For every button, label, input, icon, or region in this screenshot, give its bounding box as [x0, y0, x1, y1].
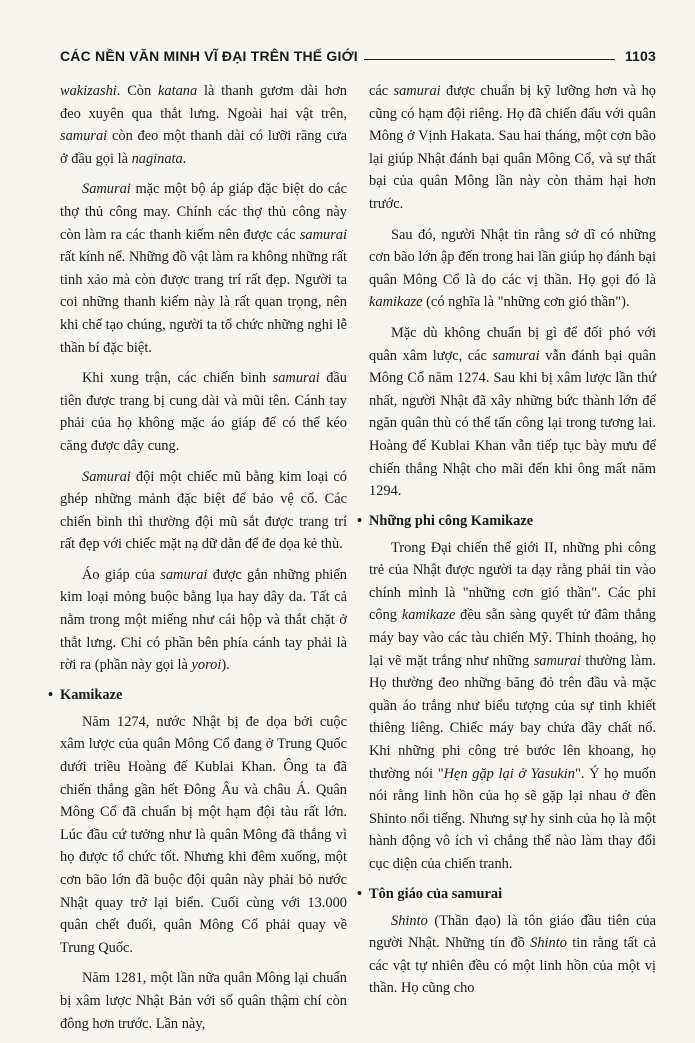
text-run: đầu tiên được trang bị cung dài và mũi tên. Cánh tay phải của họ không mặc áo giáp để có thể kéo căng được dây cung. [60, 370, 347, 454]
text-run: còn đeo một thanh dài có lưỡi răng cưa ở đầu gọi là [60, 128, 347, 167]
italic-term: samurai [160, 566, 208, 583]
text-run: đều sẵn sàng quyết tử đâm thẳng máy bay vào các tàu chiến Mỹ. Thỉnh thoảng, họ lại vẽ mặt trắng như những [369, 607, 656, 669]
italic-term: Samurai [82, 181, 131, 198]
heading-text: Tôn giáo của samurai [369, 885, 503, 902]
text-run: ). [221, 657, 230, 674]
italic-term: wakizashi [60, 83, 117, 99]
text-run: được gắn những phiến kim loại mỏng buộc bằng lụa hay dây da. Tất cả nằm trong một miếng như cái hộp và thắt chặt ở thắt lưng. Chỉ có phần bên phía cánh tay phải là rời ra (phần này gọi là [60, 566, 347, 674]
text-run: tin rằng tất cả các vật tự nhiên đều có một linh hồn của một vị thần. Họ cũng cho [369, 935, 656, 997]
italic-term: samurai [533, 652, 581, 669]
italic-term: samurai [60, 128, 108, 145]
text-run: rất kính nể. Những đồ vật làm ra không những rất tinh xảo mà còn được trang trí rất đẹp. Người ta coi những thanh kiếm này là rất quan trọng, nên khi chế tạo chúng, người ta tổ chức những nghi lễ thần bí đặc biệt. [60, 249, 347, 356]
paragraph [60, 178, 347, 359]
bullet-icon: • [48, 686, 54, 703]
text-run: thường làm. Họ thường đeo những băng đỏ trên đầu và mặc quần áo trắng như biểu tượng của sự tinh khiết thiêng liêng. Chiếc máy bay chứa đầy chất nổ. Khi những phi công trẻ bước lên khoang, họ thường nói " [369, 652, 656, 782]
paragraph [60, 466, 347, 556]
italic-term: katana [158, 83, 198, 99]
italic-term: samurai [299, 226, 347, 243]
header-rule [364, 59, 615, 60]
italic-term: kamikaze [369, 294, 423, 311]
running-header [60, 42, 656, 64]
paragraph [369, 322, 656, 503]
text-run: các [369, 83, 394, 99]
section-heading [48, 685, 347, 705]
paragraph [369, 224, 656, 314]
paragraph: Năm 1281, một lần nữa quân Mông lại chuẩn bị xâm lược Nhật Bản với số quân thậm chí còn đông hơn trước. Lần này, [60, 970, 347, 1032]
left-column [48, 80, 347, 1043]
text-run: được chuẩn bị kỹ lưỡng hơn và họ cũng có hạm đội riêng. Họ đã chiến đấu với quân Mông ở Vịnh Hakata. Sau hai tháng, một cơn bão lại giúp Nhật đánh bại quân Mông Cổ, và sự thất bại của quân Mông lần này còn thảm hại hơn trước. [369, 83, 656, 212]
italic-term: samurai [492, 347, 540, 364]
text-run: đội một chiếc mũ bằng kim loại có ghép những mảnh đặc biệt để bảo vệ cổ. Các chiến binh thì thường đội mũ sắt được trang trí rất đẹp với chiếc mặt nạ dữ dằn để đe dọa kẻ thù. [60, 468, 347, 553]
paragraph [60, 564, 347, 677]
section-heading [357, 511, 656, 531]
italic-term: kamikaze [401, 607, 456, 624]
italic-term: Shinto [530, 935, 567, 952]
text-run: Áo giáp của [82, 566, 161, 583]
italic-term: Hẹn gặp lại ở Yasukin [443, 765, 575, 782]
text-run: vẫn đánh bại quân Mông Cổ năm 1274. Sau khi bị xâm lược lần thứ nhất, người Nhật đã xây những bức thành lớn để ngăn quân thù có thể tấn công lại trong tương lai. Hoàng đế Kublai Khan vẫn tiếp tục bày mưu để chiến thắng Nhật cho mãi đến khi ông mất năm 1294. [369, 347, 656, 500]
italic-term: Shinto [391, 912, 428, 929]
text-run: mặc một bộ áp giáp đặc biệt do các thợ thủ công may. Chính các thợ thủ công này còn làm ra các thanh kiếm nên được các [60, 181, 347, 243]
bullet-icon: • [357, 885, 363, 902]
italic-term: samurai [393, 83, 441, 99]
right-column [357, 80, 657, 1008]
italic-term: naginata [131, 150, 183, 167]
paragraph [369, 80, 656, 216]
text-run: . [182, 150, 187, 167]
paragraph [369, 910, 656, 1000]
text-run: (có nghĩa là "những cơn gió thần"). [422, 294, 630, 311]
text-run: ". Ý họ muốn nói rằng linh hồn của họ sẽ gặp lại nhau ở đền Shinto nổi tiếng. Nhưng sự hy sinh của họ là một hành động vô ích vì chẳng thể nào làm thay đổi cục diện của chiến tranh. [369, 765, 657, 872]
italic-term: Samurai [82, 468, 131, 485]
text-run: Trong Đại chiến thế giới II, những phi công trẻ của Nhật được người ta dạy rằng phải tin vào chính mình là "những cơn gió thần". Các phi công [369, 539, 656, 624]
text-run: là thanh gươm dài hơn đeo xuyên qua thắt lưng. Ngoài hai vật trên, [60, 83, 347, 122]
running-title: CÁC NỀN VĂN MINH VĨ ĐẠI TRÊN THẾ GIỚI [60, 48, 358, 64]
paragraph: Năm 1274, nước Nhật bị đe dọa bởi cuộc xâm lược của quân Mông Cổ đang ở Trung Quốc dưới triều Hoàng đế Kublai Khan. Ông ta đã chiến thắng gần hết Đông Âu và châu Á. Quân Mông Cổ đã chuẩn bị một hạm đội tàu rất lớn. Lúc đầu cứ tưởng như là quân Mông đã thắng vì họ được tổ chức tốt. Nhưng khi đêm xuống, một cơn bão lớn đã buộc đội quân này phải bỏ nước Nhật quay trở lại biển. Cuối cùng với 13.000 quân chết đuối, quân Mông Cổ phải quay về Trung Quốc. [60, 713, 347, 956]
heading-text: Kamikaze [60, 686, 123, 703]
italic-term: samurai [272, 370, 320, 387]
text-run: . Còn [116, 83, 158, 99]
italic-term: yoroi [191, 657, 222, 674]
heading-text: Những phi công Kamikaze [369, 512, 534, 529]
text-run: (Thần đạo) là tôn giáo đầu tiên của người Nhật. Những tín đồ [369, 912, 656, 952]
paragraph [60, 367, 347, 457]
paragraph [369, 537, 656, 876]
text-run: Khi xung trận, các chiến binh [82, 370, 273, 387]
text-run: Mặc dù không chuẩn bị gì để đối phó với quân xâm lược, các [369, 324, 656, 364]
bullet-icon: • [357, 512, 363, 529]
page-number: 1103 [624, 48, 656, 64]
paragraph [60, 80, 347, 170]
text-run: Sau đó, người Nhật tin rằng sở dĩ có những cơn bão lớn ập đến trong hai lần giúp họ đánh bại quân Mông Cổ là do các vị thần. Họ gọi đó là [369, 226, 656, 288]
section-heading [357, 884, 656, 904]
